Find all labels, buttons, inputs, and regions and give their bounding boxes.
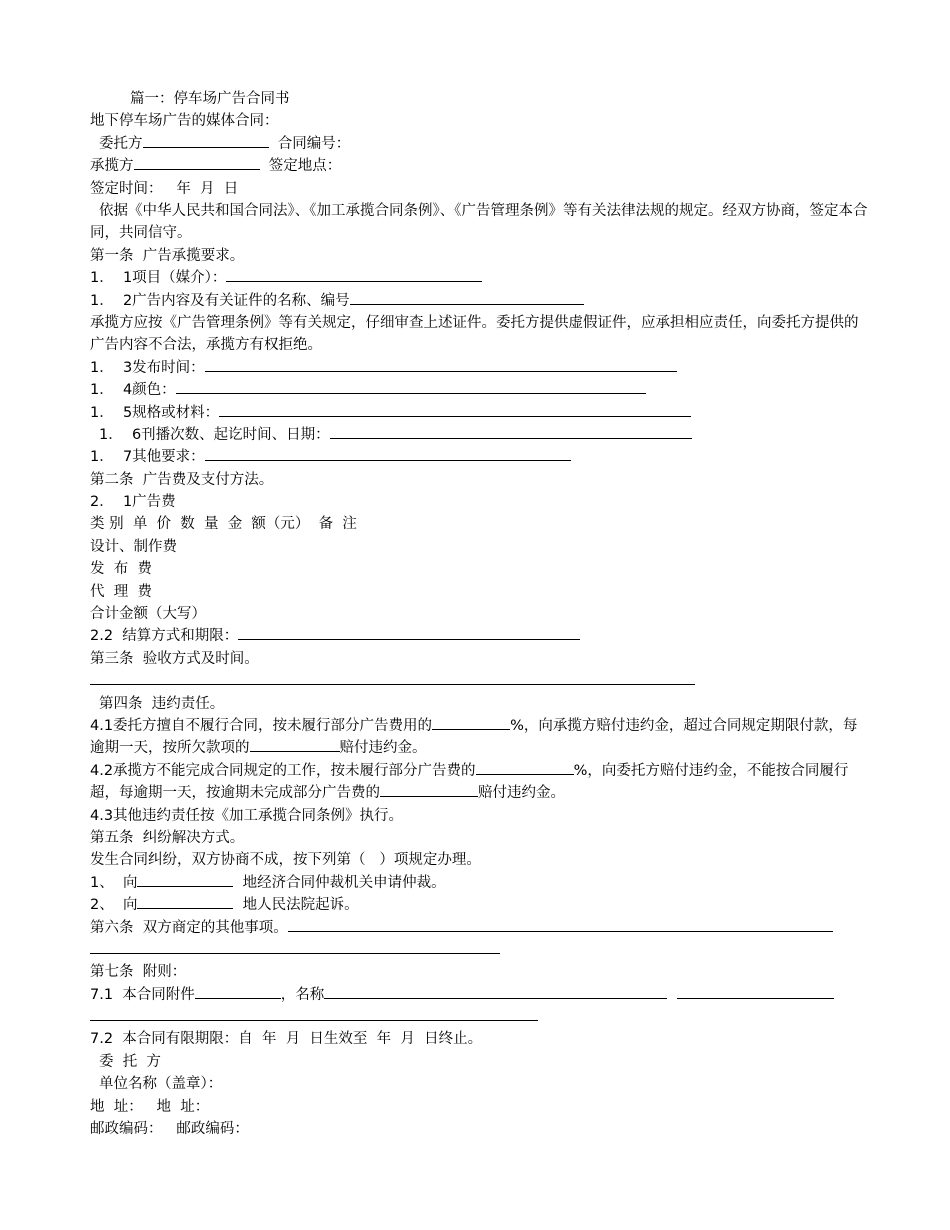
dispute-option-2 xyxy=(90,894,870,916)
clause-7-1-blank-1 xyxy=(195,984,281,999)
contractor-line xyxy=(90,155,870,177)
item-1-label: 1． 1项目（媒介）： xyxy=(90,270,227,287)
item-5-label: 1． 5规格或材料： xyxy=(90,404,220,421)
sign-place-label: 签定地点： xyxy=(268,158,342,175)
contract-no-label: 合同编号： xyxy=(277,135,351,152)
article-1-item-3 xyxy=(90,357,870,379)
article-1-title: 第一条 广告承揽要求。 xyxy=(90,247,245,264)
article-3-title: 第三条 验收方式及时间。 xyxy=(90,650,259,667)
option-2-blank xyxy=(137,894,233,909)
clause-4-2-blank-1 xyxy=(476,760,574,775)
document-subtitle: 地下停车场广告的媒体合同： xyxy=(90,113,279,130)
sign-time-label: 签定时间： xyxy=(90,180,163,197)
item-4-label: 1． 4颜色： xyxy=(90,382,176,399)
article-1-item-7 xyxy=(90,446,870,468)
option-2-text: 地人民法院起诉。 xyxy=(242,897,359,914)
article-6-blank-1 xyxy=(288,917,833,932)
item-3-blank xyxy=(205,357,677,372)
sign-client: 委 托 方 xyxy=(99,1053,161,1070)
item-3-label: 1． 3发布时间： xyxy=(90,359,205,376)
sign-postcode: 邮政编码： 邮政编码： xyxy=(90,1121,249,1138)
item-2-label: 1． 2广告内容及有关证件的名称、编号 xyxy=(90,292,350,309)
article-5-title: 第五条 纠纷解决方式。 xyxy=(90,829,245,846)
article-1-item-1 xyxy=(90,267,870,289)
settlement-label: 2.2 结算方式和期限： xyxy=(90,628,239,645)
clause-4-2 xyxy=(90,760,870,805)
clause-7-1-blank-2 xyxy=(324,984,667,999)
clause-4-1-text-b: %，向承揽方赔付违约金，超过合同规定期限付款，每逾期一天，按所欠款项的 xyxy=(90,717,858,757)
article-4-title: 第四条 违约责任。 xyxy=(99,695,225,712)
item-1-blank xyxy=(226,267,482,282)
article-2-sub-2 xyxy=(90,625,870,647)
fee-row-design: 设计、制作费 xyxy=(90,538,177,555)
article-6-blank-2 xyxy=(90,939,500,954)
sign-time-line xyxy=(90,178,870,200)
option-1-text: 地经济合同仲裁机关申请仲裁。 xyxy=(242,874,446,891)
article-7-title: 第七条 附则： xyxy=(90,964,187,981)
article-5-intro: 发生合同纠纷，双方协商不成，按下列第（ ）项规定办理。 xyxy=(90,852,481,869)
item-7-blank xyxy=(205,446,571,461)
fee-row-publish: 发 布 费 xyxy=(90,561,152,578)
article-1-item-5 xyxy=(90,402,870,424)
clause-4-2-text-c: 赔付违约金。 xyxy=(478,785,565,802)
clause-4-2-text-b: %，向委托方赔付违约金，不能按合同履行超，每逾期一天，按逾期未完成部分广告费的 xyxy=(90,762,849,802)
sign-address: 地 址： 地 址： xyxy=(90,1098,210,1115)
clause-4-1 xyxy=(90,715,870,760)
item-4-blank xyxy=(176,379,646,394)
clause-4-1-text-c: 赔付违约金。 xyxy=(339,740,427,757)
document-title: 篇一：停车场广告合同书 xyxy=(130,91,290,107)
article-2-title: 第二条 广告费及支付方法。 xyxy=(90,471,274,488)
clause-7-1-rule-line xyxy=(90,1006,870,1028)
dispute-option-1 xyxy=(90,872,870,894)
option-2-label: 2、 向 xyxy=(90,897,138,914)
client-label: 委托方 xyxy=(99,135,143,152)
article-6-label: 第六条 双方商定的其他事项。 xyxy=(90,919,288,936)
fee-row-agency: 代 理 费 xyxy=(90,583,152,600)
sign-date-units: 年 月 日 xyxy=(176,180,239,197)
client-blank xyxy=(143,133,269,148)
clause-7-1-text-a: 7.1 本合同附件 xyxy=(90,986,195,1003)
fee-row-total: 合计金额（大写） xyxy=(90,606,206,623)
fee-table-header: 类 别 单 价 数 量 金 额（元） 备 注 xyxy=(90,516,357,533)
clause-7-1-blank-3 xyxy=(677,984,834,999)
article-3-rule-line xyxy=(90,670,870,692)
clause-4-3: 4.3其他违约责任按《加工承揽合同条例》执行。 xyxy=(90,807,404,824)
item-6-blank xyxy=(330,424,692,439)
option-1-blank xyxy=(137,872,233,887)
clause-4-2-text-a: 4.2承揽方不能完成合同规定的工作，按未履行部分广告费的 xyxy=(90,762,476,779)
clause-4-2-blank-2 xyxy=(380,782,478,797)
client-line xyxy=(90,133,870,155)
item-6-label: 1． 6刊播次数、起讫时间、日期： xyxy=(99,426,330,443)
item-2-blank xyxy=(350,290,584,305)
article-2-sub-1: 2． 1广告费 xyxy=(90,494,176,511)
article-1-note: 承揽方应按《广告管理条例》等有关规定，仔细审查上述证件。委托方提供虚假证件，应承担相应责任，向委托方提供的广告内容不合法，承揽方有权拒绝。 xyxy=(90,314,859,354)
item-5-blank xyxy=(219,402,691,417)
contractor-blank xyxy=(134,155,260,170)
article-6-title xyxy=(90,917,870,939)
sign-unit-name: 单位名称（盖章）： xyxy=(99,1076,223,1093)
clause-7-1-blank-4 xyxy=(90,1006,538,1021)
article-1-item-6 xyxy=(90,424,870,446)
settlement-blank xyxy=(238,625,580,640)
option-1-label: 1、 向 xyxy=(90,874,138,891)
clause-4-1-blank-1 xyxy=(432,715,510,730)
clause-7-2: 7.2 本合同有限期限：自 年 月 日生效至 年 月 日终止。 xyxy=(90,1031,483,1048)
article-6-rule-line xyxy=(90,939,870,961)
acceptance-blank xyxy=(90,670,695,685)
clause-7-1-text-b: ，名称 xyxy=(280,986,325,1003)
contract-document xyxy=(90,88,870,1140)
article-1-item-2 xyxy=(90,290,870,312)
contractor-label: 承揽方 xyxy=(90,158,134,175)
clause-7-1 xyxy=(90,984,870,1006)
item-7-label: 1． 7其他要求： xyxy=(90,449,205,466)
preamble: 依据《中华人民共和国合同法》、《加工承揽合同条例》、《广告管理条例》等有关法律法规的规定。经双方协商，签定本合同，共同信守。 xyxy=(90,202,868,242)
article-1-item-4 xyxy=(90,379,870,401)
clause-4-1-blank-2 xyxy=(250,737,340,752)
clause-4-1-text-a: 4.1委托方擅自不履行合同，按未履行部分广告费用的 xyxy=(90,717,433,734)
